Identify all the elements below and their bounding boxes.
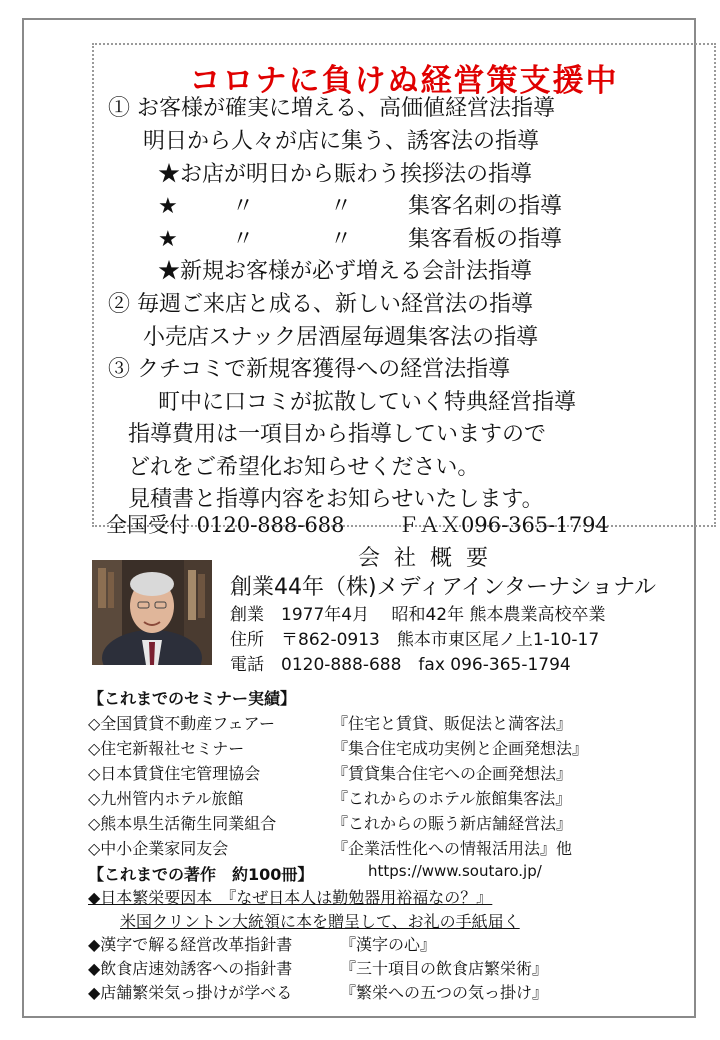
seminar-org: ◇九州管内ホテル旅館 xyxy=(88,789,244,808)
ditto-mark: 〃 xyxy=(330,227,353,252)
seminar-title: 『住宅と賃貸、販促法と満客法』 xyxy=(332,714,573,733)
fax-number: ＦＡＸ096-365-1794 xyxy=(398,513,609,537)
phone-reception: 全国受付 0120-888-688 xyxy=(106,513,345,537)
address-info: 住所 〒862-0913 熊本市東区尾ノ上1-10-17 xyxy=(230,630,600,650)
book-title: 『三十項目の飲食店繁栄術』 xyxy=(340,959,549,978)
promo-line-2: 明日から人々が店に集う、誘客法の指導 xyxy=(143,129,540,154)
promo-line-4: 集客名刺の指導 xyxy=(408,194,563,219)
book-desc: ◆漢字で解る経営改革指針書 xyxy=(88,935,293,954)
promo-line-8: 小売店スナック居酒屋毎週集客法の指導 xyxy=(143,325,539,350)
seminar-org: ◇中小企業家同友会 xyxy=(88,839,229,858)
book-title: 『繁栄への五つの気っ掛け』 xyxy=(340,983,549,1002)
promo-line-1: ① お客様が確実に増える、高価値経営法指導 xyxy=(108,96,555,121)
promo-line-12: どれをご希望化お知らせください。 xyxy=(128,455,480,480)
featured-book-note: 米国クリントン大統領に本を贈呈して、お礼の手紙届く xyxy=(120,912,520,931)
seminar-org: ◇住宅新報社セミナー xyxy=(88,739,245,758)
promo-star: ★ xyxy=(158,194,178,219)
president-photo xyxy=(92,560,212,665)
book-desc: ◆店舗繁栄気っ掛けが学べる xyxy=(88,983,293,1002)
seminar-title: 『賃貸集合住宅への企画発想法』 xyxy=(332,764,573,783)
seminar-title: 『集合住宅成功実例と企画発想法』 xyxy=(332,739,589,758)
seminar-org: ◇熊本県生活衛生同業組合 xyxy=(88,814,277,833)
ditto-mark: 〃 xyxy=(330,194,353,219)
book-title: 『漢字の心』 xyxy=(340,935,437,954)
promo-line-11: 指導費用は一項目から指導していますので xyxy=(128,422,547,447)
seminar-heading: 【これまでのセミナー実績】 xyxy=(88,689,297,708)
promo-line-6: ★新規お客様が必ず増える会計法指導 xyxy=(158,259,533,284)
seminar-title: 『企業活性化への情報活用法』他 xyxy=(332,839,573,858)
phone-info: 電話 0120-888-688 fax 096-365-1794 xyxy=(230,655,571,675)
promo-line-5: 集客看板の指導 xyxy=(408,227,563,252)
seminar-org: ◇全国賃貸不動産フェアー xyxy=(88,714,276,733)
founded-info: 創業 1977年4月 昭和42年 熊本農業高校卒業 xyxy=(230,605,606,625)
featured-book: ◆日本繁栄要因本 『なぜ日本人は勤勉器用裕福なの？』 xyxy=(88,888,493,907)
promo-line-9: ③ クチコミで新規客獲得への経営法指導 xyxy=(108,357,511,382)
promo-line-13: 見積書と指導内容をお知らせいたします。 xyxy=(128,487,544,512)
books-heading: 【これまでの著作 約100冊】 xyxy=(88,865,314,884)
seminar-title: 『これからのホテル旅館集客法』 xyxy=(332,789,572,808)
headline: コロナに負けぬ経営策支援中 xyxy=(189,63,619,99)
company-overview-heading: 会社概要 xyxy=(357,546,502,571)
promo-line-3: ★お店が明日から賑わう挨拶法の指導 xyxy=(158,162,533,187)
ditto-mark: 〃 xyxy=(232,194,255,219)
company-name: 創業44年（株)メディアインターナショナル xyxy=(230,575,656,600)
seminar-org: ◇日本賃貸住宅管理協会 xyxy=(88,764,261,783)
promo-star: ★ xyxy=(158,227,178,252)
book-desc: ◆飲食店速効誘客への指針書 xyxy=(88,959,293,978)
portrait-image xyxy=(92,560,212,665)
website-link[interactable]: https://www.soutaro.jp/ xyxy=(368,862,542,880)
seminar-title: 『これからの賑う新店舗経営法』 xyxy=(332,814,573,833)
ditto-mark: 〃 xyxy=(232,227,255,252)
promo-line-7: ② 毎週ご来店と成る、新しい経営法の指導 xyxy=(108,292,533,317)
promo-line-10: 町中に口コミが拡散していく特典経営指導 xyxy=(158,390,577,415)
